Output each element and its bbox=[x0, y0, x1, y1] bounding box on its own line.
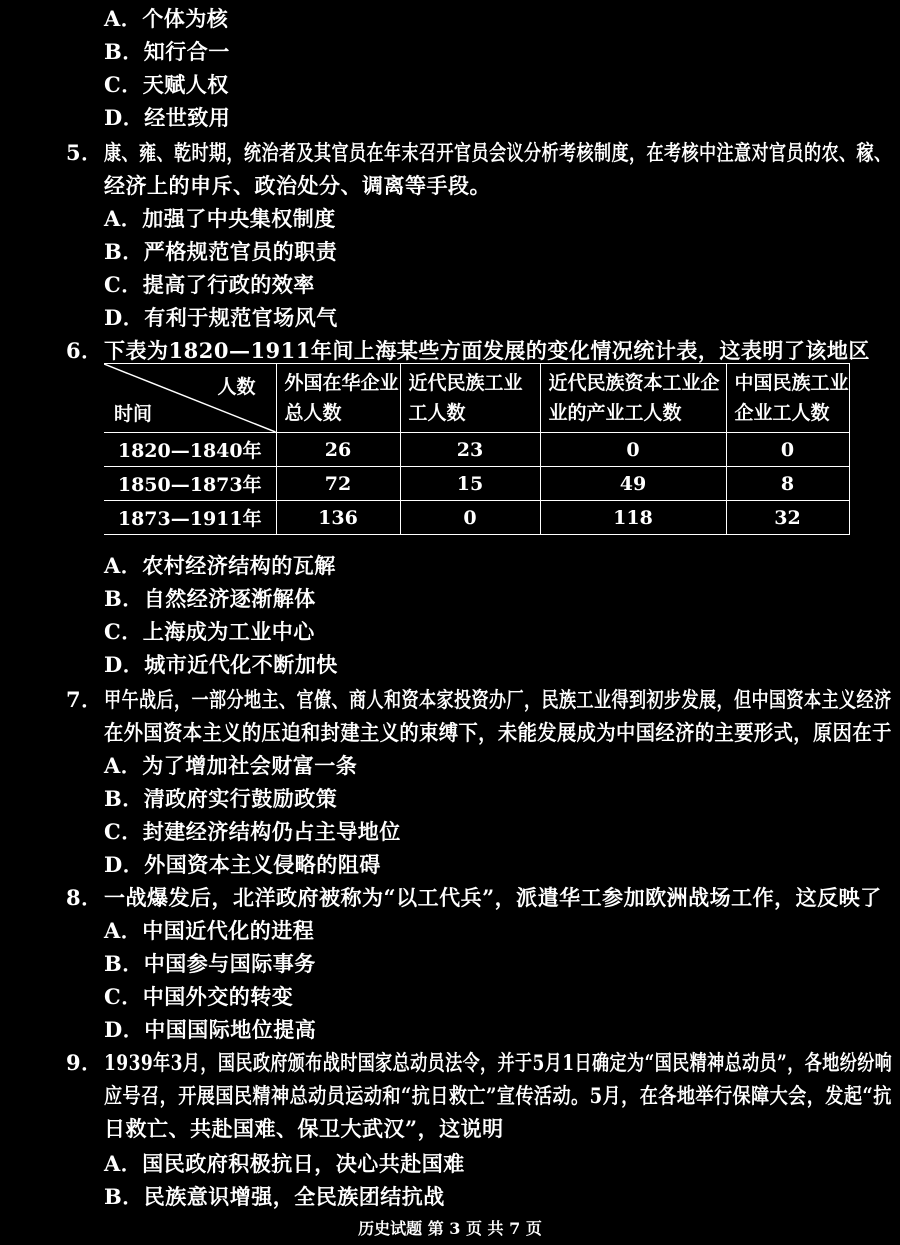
option-a-prev: A．个体为核 bbox=[104, 6, 229, 31]
option-c-prev: C．天赋人权 bbox=[104, 72, 229, 97]
question-6-number: 6． bbox=[66, 338, 103, 363]
table-row bbox=[104, 501, 849, 535]
question-7-option-b: B．清政府实行鼓励政策 bbox=[104, 786, 338, 811]
table-cell: 8 bbox=[726, 467, 849, 501]
question-5-text-line2: 经济上的申斥、政治处分、调离等手段。 bbox=[104, 173, 491, 198]
question-6-option-c: C．上海成为工业中心 bbox=[104, 619, 315, 644]
table-cell-period: 1850—1873年 bbox=[104, 467, 276, 501]
table-cell: 26 bbox=[276, 433, 400, 467]
table-header: 近代民族资本工业企业的产业工人数 bbox=[540, 364, 726, 433]
corner-label-time: 时间 bbox=[114, 403, 153, 425]
table-cell: 72 bbox=[276, 467, 400, 501]
question-6-text: 下表为1820—1911年间上海某些方面发展的变化情况统计表，这表明了该地区 bbox=[104, 338, 870, 363]
table-header-row bbox=[104, 364, 849, 433]
table-cell: 23 bbox=[400, 433, 540, 467]
question-8-option-b: B．中国参与国际事务 bbox=[104, 951, 316, 976]
table-header: 近代民族工业工人数 bbox=[400, 364, 540, 433]
table-cell-period: 1820—1840年 bbox=[104, 433, 276, 467]
page-footer: 历史试题 第 3 页 共 7 页 bbox=[358, 1219, 542, 1238]
table-cell: 136 bbox=[276, 501, 400, 535]
question-5-text-line1: 康、雍、乾时期，统治者及其官员在年末召开官员会议分析考核制度，在考核中注意对官员的农、稼、 bbox=[104, 140, 892, 165]
question-9-text-line3: 日救亡、共赴国难、保卫大武汉”，这说明 bbox=[104, 1116, 504, 1141]
question-9-option-a: A．国民政府积极抗日，决心共赴国难 bbox=[104, 1151, 465, 1176]
question-6-option-d: D．城市近代化不断加快 bbox=[104, 652, 338, 677]
question-9-text-line1: 1939年3月，国民政府颁布战时国家总动员法令，并于5月1日确定为“国民精神总动员”，各地纷纷响 bbox=[104, 1050, 893, 1075]
question-7-text-line1: 甲午战后，一部分地主、官僚、商人和资本家投资办厂，民族工业得到初步发展，但中国资本主义经济 bbox=[104, 687, 892, 712]
table-header: 外国在华企业总人数 bbox=[276, 364, 400, 433]
table-cell: 118 bbox=[540, 501, 726, 535]
question-9-option-b: B．民族意识增强，全民族团结抗战 bbox=[104, 1184, 445, 1209]
corner-label-count: 人数 bbox=[217, 376, 256, 398]
question-9-text-line2: 应号召，开展国民精神总动员运动和“抗日救亡”宣传活动。5月，在各地举行保障大会，发起“抗 bbox=[104, 1083, 892, 1108]
table-cell: 0 bbox=[726, 433, 849, 467]
question-5-option-d: D．有利于规范官场风气 bbox=[104, 305, 338, 330]
option-d-prev: D．经世致用 bbox=[104, 105, 231, 130]
table-header: 中国民族工业企业工人数 bbox=[726, 364, 849, 433]
table-cell: 0 bbox=[540, 433, 726, 467]
data-table bbox=[104, 363, 850, 535]
question-6-option-b: B．自然经济逐渐解体 bbox=[104, 586, 316, 611]
question-7-option-a: A．为了增加社会财富一条 bbox=[104, 753, 358, 778]
question-7-option-c: C．封建经济结构仍占主导地位 bbox=[104, 819, 401, 844]
question-7-option-d: D．外国资本主义侵略的阻碍 bbox=[104, 852, 381, 877]
table-cell: 15 bbox=[400, 467, 540, 501]
table-cell: 0 bbox=[400, 501, 540, 535]
question-8-text: 一战爆发后，北洋政府被称为“以工代兵”，派遣华工参加欧洲战场工作，这反映了 bbox=[104, 885, 882, 910]
question-5-option-b: B．严格规范官员的职责 bbox=[104, 239, 338, 264]
table-row bbox=[104, 467, 849, 501]
table-corner-cell bbox=[104, 364, 276, 433]
question-8-number: 8． bbox=[66, 885, 103, 910]
question-8-option-d: D．中国国际地位提高 bbox=[104, 1017, 317, 1042]
question-5-option-a: A．加强了中央集权制度 bbox=[104, 206, 336, 231]
question-8-option-a: A．中国近代化的进程 bbox=[104, 918, 315, 943]
table-row bbox=[104, 433, 849, 467]
question-8-option-c: C．中国外交的转变 bbox=[104, 984, 294, 1009]
option-b-prev: B．知行合一 bbox=[104, 39, 230, 64]
question-9-number: 9． bbox=[66, 1050, 103, 1075]
table-cell-period: 1873—1911年 bbox=[104, 501, 276, 535]
table-cell: 32 bbox=[726, 501, 849, 535]
question-5-number: 5． bbox=[66, 140, 103, 165]
question-7-number: 7． bbox=[66, 687, 103, 712]
question-7-text-line2: 在外国资本主义的压迫和封建主义的束缚下，未能发展成为中国经济的主要形式，原因在于 bbox=[104, 720, 892, 745]
question-5-option-c: C．提高了行政的效率 bbox=[104, 272, 315, 297]
table-cell: 49 bbox=[540, 467, 726, 501]
question-6-option-a: A．农村经济结构的瓦解 bbox=[104, 553, 336, 578]
